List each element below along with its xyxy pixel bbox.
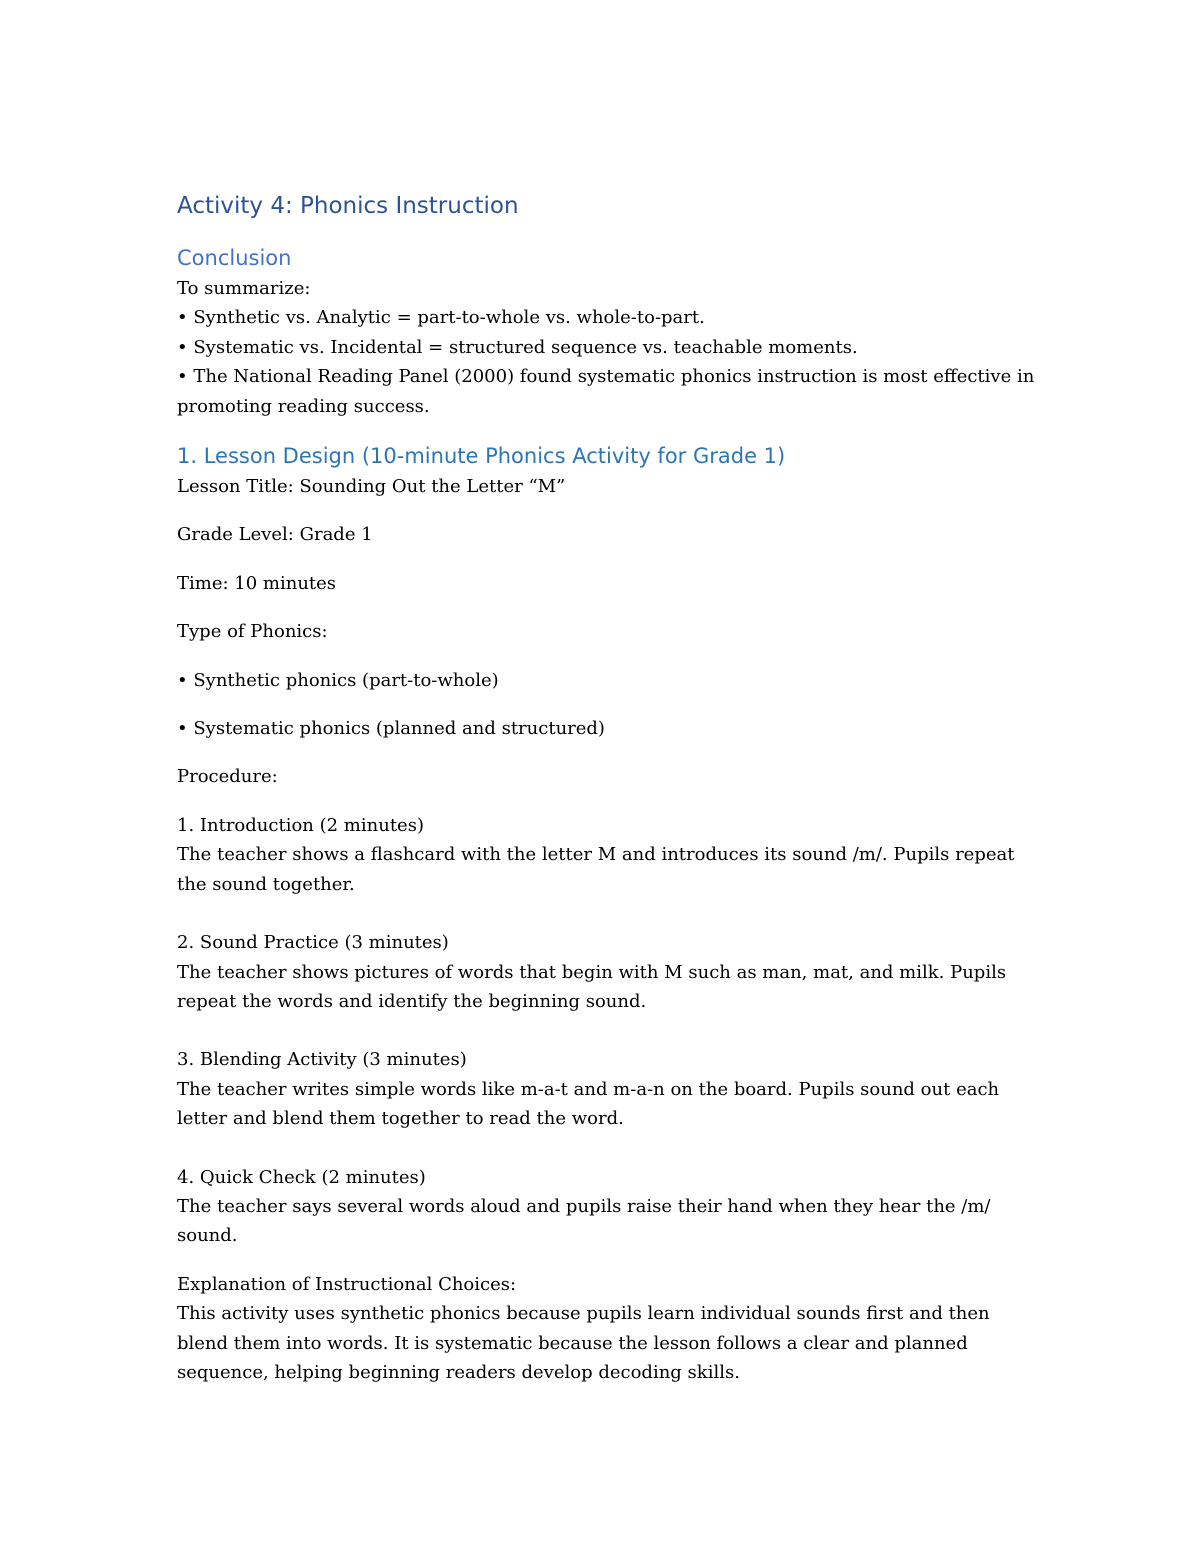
procedure-step-text: The teacher shows pictures of words that begin with M such as man, mat, and milk. Pupils repeat the words and identify the beginning sound. xyxy=(177,961,1007,1012)
procedure-step-title: 1. Introduction (2 minutes) xyxy=(177,814,424,836)
conclusion-bullet: • The National Reading Panel (2000) found systematic phonics instruction is most effective in promoting reading success. xyxy=(177,366,1035,417)
procedure-step-title: 2. Sound Practice (3 minutes) xyxy=(177,932,449,954)
lesson-heading: 1. Lesson Design (10-minute Phonics Activity for Grade 1) xyxy=(177,444,786,469)
conclusion-bullet: • Synthetic vs. Analytic = part-to-whole vs. whole-to-part. xyxy=(177,307,705,329)
grade-level-line: Grade Level: Grade 1 xyxy=(177,524,373,546)
procedure-step-text: The teacher shows a flashcard with the letter M and introduces its sound /m/. Pupils repeat the sound together. xyxy=(177,844,1015,895)
time-line: Time: 10 minutes xyxy=(177,572,337,594)
procedure-step-title: 3. Blending Activity (3 minutes) xyxy=(177,1049,467,1071)
conclusion-heading: Conclusion xyxy=(177,246,292,270)
lesson-title-line: Lesson Title: Sounding Out the Letter “M” xyxy=(177,476,566,498)
document-page xyxy=(177,188,1037,1387)
explanation-label: Explanation of Instructional Choices: xyxy=(177,1273,517,1295)
phonics-type-item: • Synthetic phonics (part-to-whole) xyxy=(177,669,499,691)
explanation-text: This activity uses synthetic phonics because pupils learn individual sounds first and then blend them into words. It is systematic because the lesson follows a clear and planned sequence, helping beginning readers develop decoding skills. xyxy=(177,1303,990,1383)
procedure-step-text: The teacher writes simple words like m-a-t and m-a-n on the board. Pupils sound out each letter and blend them together to read the word. xyxy=(177,1078,1000,1130)
conclusion-bullet: • Systematic vs. Incidental = structured sequence vs. teachable moments. xyxy=(177,336,858,358)
document-title: Activity 4: Phonics Instruction xyxy=(177,193,519,219)
phonics-type-item: • Systematic phonics (planned and structured) xyxy=(177,718,605,740)
procedure-step-text: The teacher says several words aloud and pupils raise their hand when they hear the /m/ sound. xyxy=(177,1195,991,1247)
conclusion-intro: To summarize: xyxy=(177,278,311,299)
procedure-step-title: 4. Quick Check (2 minutes) xyxy=(177,1166,426,1188)
phonics-type-label: Type of Phonics: xyxy=(177,621,328,643)
procedure-label: Procedure: xyxy=(177,766,278,788)
